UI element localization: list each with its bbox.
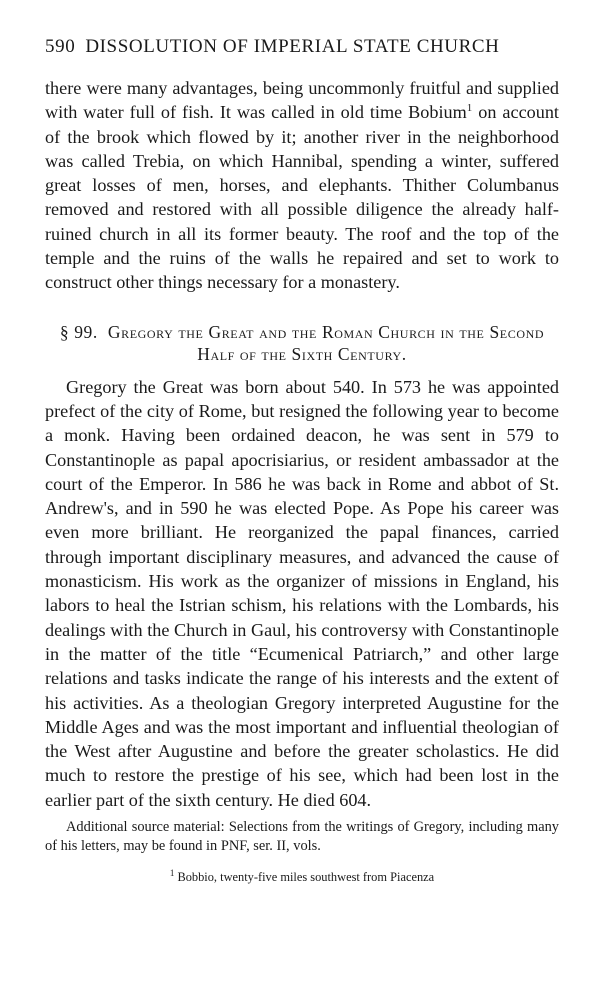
paragraph-text-after-note: on account of the brook which flowed by it; another river in the neighborhood was called Trebia, on which Hannibal, spending a winter, suffered great losses of men, horses, and elephants. Thither Columbanus removed and restored with all possible diligence the already half-ruined church in all its former beauty. The roof and the top of the temple and the ruins of the walls he repaired and set to work to construct other things necessary for a monastery. — [45, 102, 559, 293]
running-title: DISSOLUTION OF IMPERIAL STATE CHURCH — [85, 36, 500, 57]
footnote-marker: 1 — [169, 868, 175, 879]
continued-paragraph — [45, 76, 559, 295]
section-heading — [45, 321, 559, 365]
section-body-paragraph: Gregory the Great was born about 540. In 573 he was appointed prefect of the city of Rome, but resigned the following year to become a monk. Having been ordained deacon, he was sent in 579 to Constantinople as papal apocrisiarius, or resident ambassador at the court of the Emperor. In 586 he was back in Rome and abbot of St. Andrew's, and in 590 he was elected Pope. As Pope his career was even more brilliant. He reorganized the papal finances, carried through important disciplinary measures, and advanced the cause of monasticism. His work as the organizer of missions in England, his labors to heal the Istrian schism, his relations with the Lombards, his dealings with the Church in Gaul, his controversy with Constantinople in the matter of the title “Ecumenical Patriarch,” and other large relations and tasks indicate the range of his interests and the extent of his activities. As a theologian Gregory interpreted Augustine for the Middle Ages and was the most important and influential theologian of the West after Augustine and before the greater scholastics. He did much to restore the prestige of his see, which had been lost in the earlier part of the sixth century. He died 604. — [45, 376, 559, 810]
source-material-note: Additional source material: Selections from the writings of Gregory, including many of his letters, may be found in PNF, ser. II, vols. — [45, 819, 559, 854]
footnote — [45, 869, 559, 886]
paragraph-text-before-note: there were many advantages, being uncommonly fruitful and supplied with water full of fish. It was called in old time Bobium — [45, 78, 559, 123]
section-number: § 99. — [59, 321, 98, 342]
footnote-text: Bobbio, twenty-five miles southwest from Piacenza — [177, 870, 435, 885]
footnote-reference: 1 — [466, 102, 473, 115]
book-page — [45, 36, 559, 886]
running-head — [45, 36, 559, 68]
page-number: 590 — [45, 36, 76, 57]
section-title: Gregory the Great and the Roman Church in the Second Half of the Sixth Century. — [107, 321, 545, 364]
